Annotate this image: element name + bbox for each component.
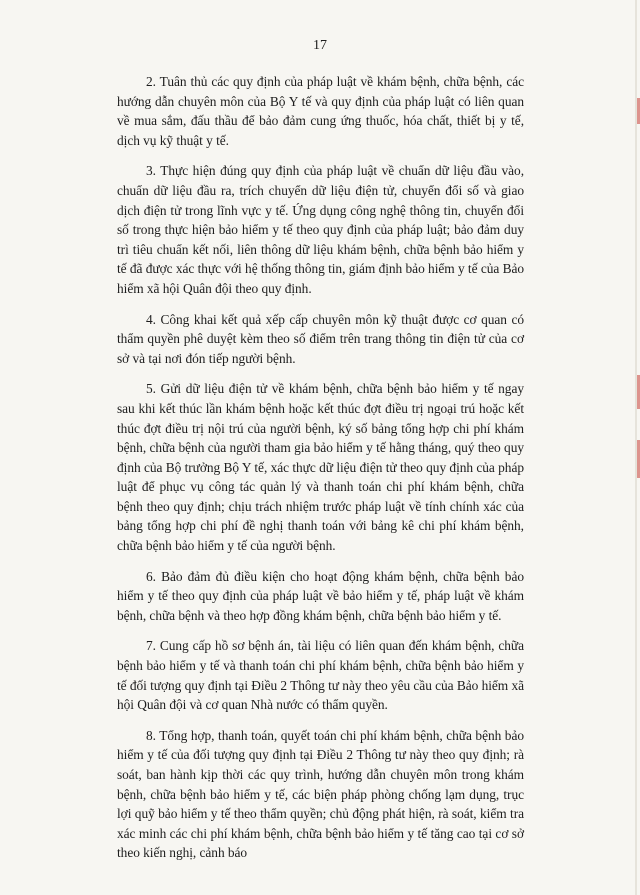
paragraph-6: 6. Bảo đảm đủ điều kiện cho hoạt động khám bệnh, chữa bệnh bảo hiểm y tế theo quy định của pháp luật về bảo hiểm y tế, pháp luật về khám bệnh, chữa bệnh và theo hợp đồng khám bệnh, chữa bệnh bảo hiểm y tế. bbox=[117, 568, 524, 623]
page-number: 17 bbox=[313, 38, 327, 53]
paragraph-5: 5. Gửi dữ liệu điện tử về khám bệnh, chữa bệnh bảo hiểm y tế ngay sau khi kết thúc lần khám bệnh hoặc kết thúc đợt điều trị ngoại trú hoặc kết thúc đợt điều trị nội trú của người bệnh, ký số bảng tổng hợp chi phí khám bệnh, chữa bệnh của người tham gia bảo hiểm y tế hằng tháng, quý theo quy định của Bộ trưởng Bộ Y tế, xác thực dữ liệu điện tử theo quy định của pháp luật để phục vụ công tác quản lý và thanh toán chi phí khám bệnh, chữa bệnh theo quy định; chịu trách nhiệm trước pháp luật về tính chính xác của bảng tổng hợp chi phí đề nghị thanh toán với bảng kê chi phí khám bệnh, chữa bệnh bảo hiểm y tế của người bệnh. bbox=[117, 381, 524, 554]
paragraph-7: 7. Cung cấp hồ sơ bệnh án, tài liệu có liên quan đến khám bệnh, chữa bệnh bảo hiểm y tế và thanh toán chi phí khám bệnh, chữa bệnh bảo hiểm y tế đối tượng quy định tại Điều 2 Thông tư này theo yêu cầu của Bảo hiểm xã hội Quân đội và cơ quan Nhà nước có thẩm quyền. bbox=[117, 638, 525, 713]
paragraph-3: 3. Thực hiện đúng quy định của pháp luật về chuẩn dữ liệu đầu vào, chuẩn dữ liệu đầu ra, trích chuyển dữ liệu điện tử, chuyển đổi số và giao dịch điện tử trong lĩnh vực y tế. Ứng dụng công nghệ thông tin, chuyển đổi số trong thực hiện bảo hiểm y tế theo quy định của pháp luật; bảo đảm duy trì tiêu chuẩn kết nối, liên thông dữ liệu khám bệnh, chữa bệnh bảo hiểm y tế đã được xác thực với hệ thống thông tin, giám định bảo hiểm y tế của Bảo hiểm xã hội Quân đội theo quy định. bbox=[117, 163, 524, 296]
paragraph-4: 4. Công khai kết quả xếp cấp chuyên môn kỹ thuật được cơ quan có thẩm quyền phê duyệt kèm theo số điểm trên trang thông tin điện tử của cơ sở và tại nơi đón tiếp người bệnh. bbox=[117, 311, 524, 366]
paragraph-8: 8. Tổng hợp, thanh toán, quyết toán chi phí khám bệnh, chữa bệnh bảo hiểm y tế của đối tượng quy định tại Điều 2 Thông tư này theo quy định; rà soát, ban hành kịp thời các quy trình, hướng dẫn chuyên môn trong khám bệnh, chữa bệnh bảo hiểm y tế, các biện pháp phòng chống lạm dụng, trục lợi quỹ bảo hiểm y tế theo thẩm quyền; chủ động phát hiện, rà soát, kiểm tra xác minh các chi phí khám bệnh, chữa bệnh bảo hiểm y tế tăng cao tại cơ sở theo kiến nghị, cảnh báo bbox=[117, 727, 524, 861]
paragraph-2: 2. Tuân thủ các quy định của pháp luật về khám bệnh, chữa bệnh, các hướng dẫn chuyên môn của Bộ Y tế và quy định của pháp luật có liên quan về mua sắm, đấu thầu để bảo đảm cung ứng thuốc, hóa chất, thiết bị y tế, dịch vụ kỹ thuật y tế. bbox=[117, 74, 524, 148]
document-body bbox=[117, 72, 524, 874]
